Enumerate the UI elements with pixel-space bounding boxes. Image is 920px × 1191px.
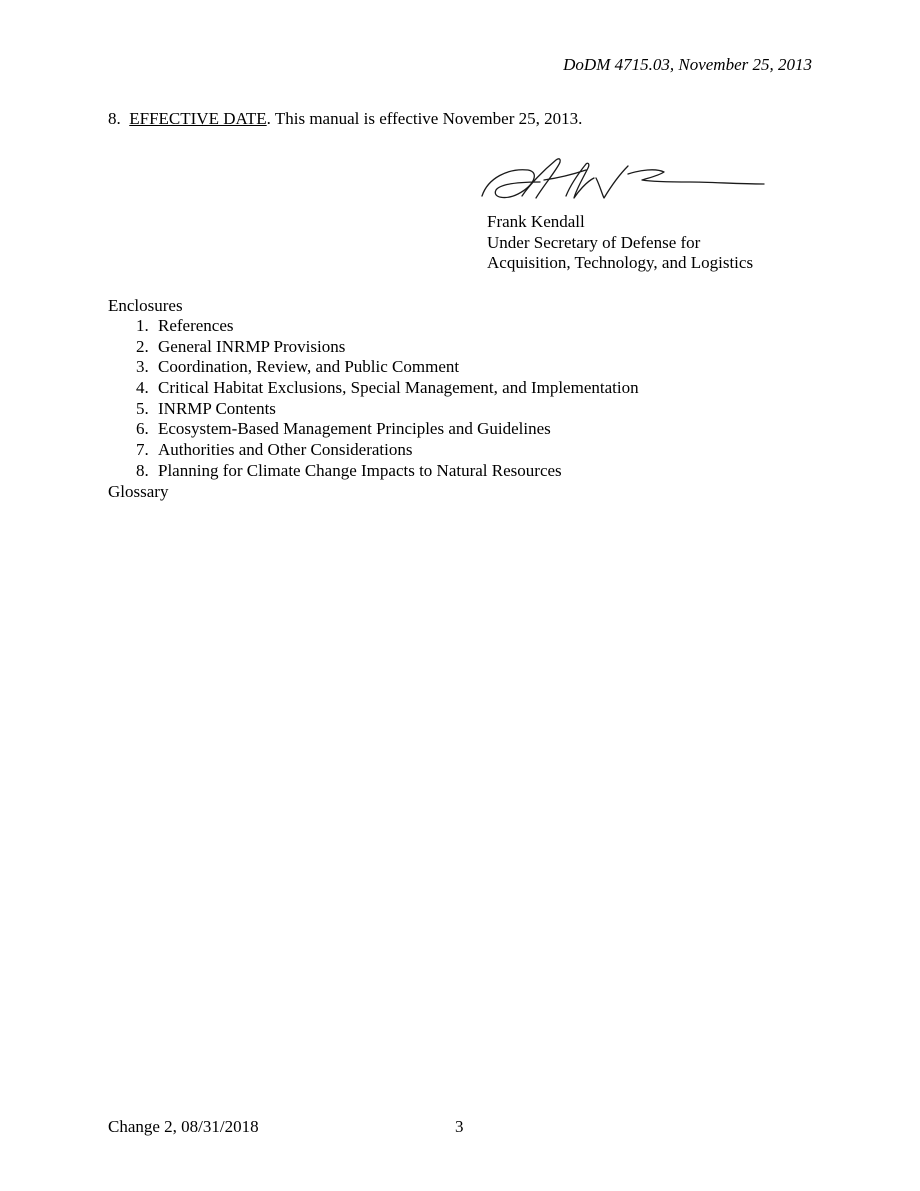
enclosure-label: Coordination, Review, and Public Comment bbox=[158, 357, 460, 377]
enclosure-number: 2. bbox=[136, 336, 149, 356]
enclosure-label: INRMP Contents bbox=[158, 398, 276, 418]
enclosure-item bbox=[136, 337, 639, 358]
document-reference: DoDM 4715.03, November 25, 2013 bbox=[563, 55, 812, 74]
enclosure-item bbox=[136, 378, 639, 399]
enclosure-number: 6. bbox=[136, 419, 149, 439]
section-number: 8. bbox=[108, 109, 121, 128]
signer-block bbox=[487, 212, 753, 274]
enclosure-number: 8. bbox=[136, 460, 149, 480]
enclosure-number: 4. bbox=[136, 378, 149, 398]
enclosure-number: 1. bbox=[136, 316, 149, 335]
signer-title-line2: Acquisition, Technology, and Logistics bbox=[487, 253, 754, 273]
signer-name: Frank Kendall bbox=[487, 212, 585, 231]
enclosure-item bbox=[136, 461, 639, 482]
enclosure-number: 5. bbox=[136, 398, 149, 418]
enclosure-number: 3. bbox=[136, 357, 149, 377]
enclosures-heading: Enclosures bbox=[108, 296, 183, 315]
enclosure-item bbox=[136, 440, 639, 461]
handwritten-signature bbox=[478, 152, 768, 210]
section-text: . This manual is effective November 25, 2013. bbox=[266, 109, 583, 128]
enclosure-label: References bbox=[158, 316, 234, 335]
enclosure-label: Critical Habitat Exclusions, Special Management, and Implementation bbox=[158, 378, 639, 398]
enclosure-number: 7. bbox=[136, 440, 149, 460]
enclosure-label: General INRMP Provisions bbox=[158, 336, 346, 356]
effective-date-paragraph bbox=[108, 109, 582, 130]
page-number: 3 bbox=[455, 1117, 464, 1136]
enclosure-item bbox=[136, 419, 639, 440]
enclosure-item bbox=[136, 399, 639, 420]
glossary-heading: Glossary bbox=[108, 482, 169, 501]
enclosure-item bbox=[136, 316, 639, 337]
change-notice: Change 2, 08/31/2018 bbox=[108, 1117, 259, 1136]
section-title: EFFECTIVE DATE bbox=[129, 109, 267, 128]
enclosure-label: Authorities and Other Considerations bbox=[158, 440, 413, 460]
enclosure-label: Planning for Climate Change Impacts to Natural Resources bbox=[158, 460, 562, 480]
signer-title-line1: Under Secretary of Defense for bbox=[487, 232, 701, 252]
enclosure-label: Ecosystem-Based Management Principles and Guidelines bbox=[158, 419, 551, 439]
enclosure-item bbox=[136, 357, 639, 378]
enclosures-list bbox=[136, 316, 639, 482]
